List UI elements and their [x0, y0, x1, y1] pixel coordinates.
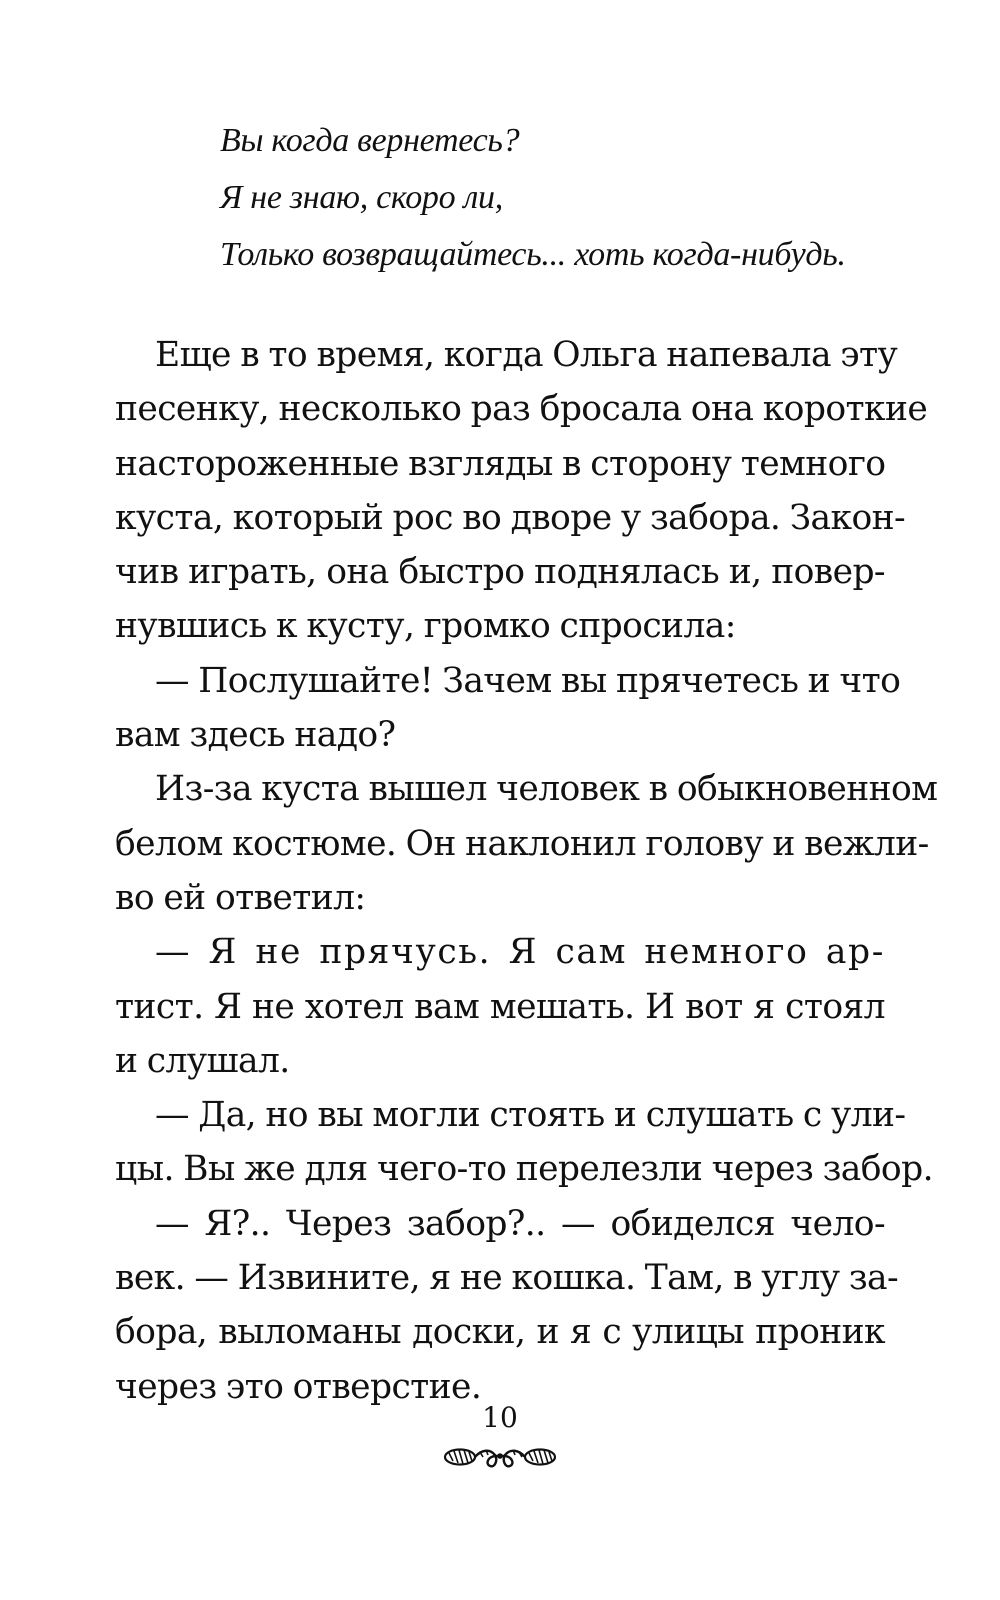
rope-ornament-icon: [440, 1438, 560, 1478]
poem-line: Я не знаю, скоро ли,: [220, 179, 503, 216]
body-text: [115, 328, 938, 1414]
text-line: во ей ответил:: [115, 877, 366, 918]
text-line: через это отверстие.: [115, 1366, 482, 1407]
text-line: — Да, но вы могли стоять и слушать с ули-: [155, 1095, 906, 1136]
page-number: 10: [482, 1401, 518, 1434]
text-line: — Я?.. Через забор?.. — обиделся чело-: [155, 1203, 885, 1244]
poem-line: Только возвращайтесь... хоть когда-нибудь.: [220, 236, 846, 273]
text-line: тист. Я не хотел вам мешать. И вот я стоял: [115, 986, 885, 1027]
text-line: бора, выломаны доски, и я с улицы проник: [115, 1312, 885, 1353]
text-line: белом костюме. Он наклонил голову и вежли-: [115, 823, 929, 864]
text-line: и слушал.: [115, 1040, 290, 1081]
text-line: настороженные взгляды в сторону темного: [115, 443, 886, 484]
text-line: Из-за куста вышел человек в обыкновенном: [155, 769, 938, 810]
poem-line: Вы когда вернетесь?: [220, 122, 520, 159]
text-line: куста, который рос во дворе у забора. Закон-: [115, 497, 906, 538]
poem-stanza: [220, 112, 846, 283]
text-line: Еще в то время, когда Ольга напевала эту: [155, 335, 898, 375]
text-line: — Послушайте! Зачем вы прячетесь и что: [155, 660, 901, 701]
text-line: песенку, несколько раз бросала она короткие: [115, 389, 928, 430]
text-line: век. — Извините, я не кошка. Там, в углу за-: [115, 1258, 899, 1299]
text-line: — Я не прячусь. Я сам немного ар-: [155, 932, 885, 973]
text-line: чив играть, она быстро поднялась и, повер-: [115, 552, 885, 593]
text-line: вам здесь надо?: [115, 715, 396, 756]
text-line: нувшись к кусту, громко спросила:: [115, 606, 736, 647]
text-line: цы. Вы же для чего-то перелезли через забор.: [115, 1149, 933, 1190]
